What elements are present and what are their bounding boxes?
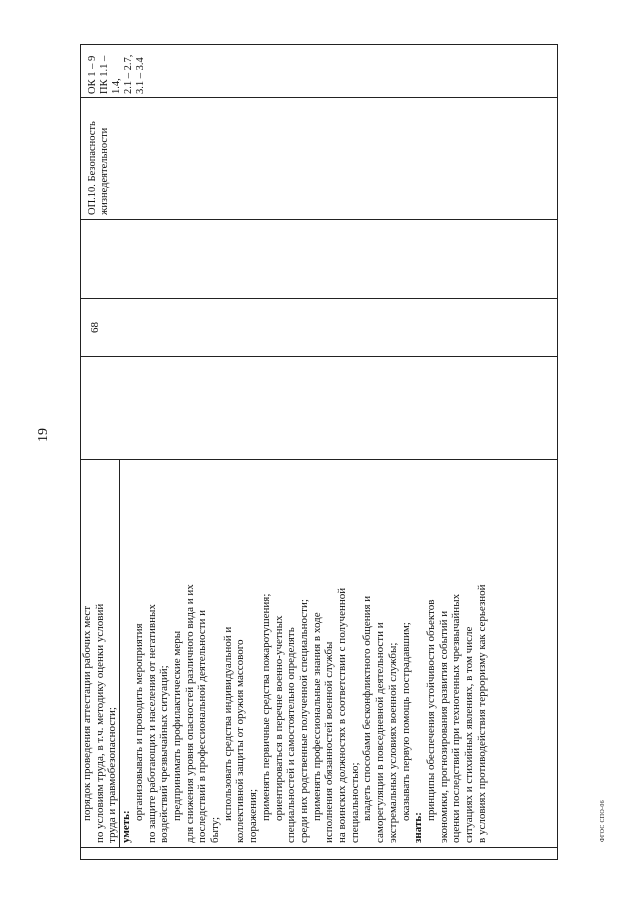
description-previous-part bbox=[81, 460, 119, 847]
max-load-cell bbox=[81, 357, 558, 460]
text-line: в условиях противодействия терроризму как серьезной bbox=[475, 584, 488, 843]
text-line: труда и травмобезопасности; bbox=[106, 707, 119, 843]
text-line: поражения; bbox=[247, 789, 260, 843]
discipline-cell bbox=[81, 98, 558, 220]
competence-line: 3.1 – 3.4 bbox=[135, 57, 146, 94]
text-line: применять профессиональные знания в ходе bbox=[310, 612, 323, 821]
text-line: применять первичные средства пожаротушения; bbox=[259, 593, 272, 821]
text-line: уметь: bbox=[120, 810, 133, 843]
text-line: специальностью; bbox=[348, 762, 361, 843]
document-code: ФГОС СПО-06 bbox=[600, 800, 606, 842]
text-line: экономики, прогнозирования развития событий и bbox=[437, 610, 450, 843]
text-line: использовать средства индивидуальной и bbox=[221, 626, 234, 821]
text-line: исполнения обязанностей военной службы bbox=[323, 641, 336, 843]
description-cell bbox=[81, 460, 558, 848]
page-number: 19 bbox=[36, 428, 51, 442]
table-row bbox=[81, 45, 558, 860]
text-line: воздействий чрезвычайных ситуаций; bbox=[158, 665, 171, 843]
competence-line: ПК 1.1 – 1.4, bbox=[99, 55, 122, 94]
text-line: ситуациях и стихийных явлениях, в том числе bbox=[463, 626, 476, 843]
text-line: быту; bbox=[209, 816, 222, 843]
text-line: оказывать первую помощь пострадавшим; bbox=[399, 622, 412, 821]
text-line: последствий в профессиональной деятельности и bbox=[196, 609, 209, 843]
competence-line: ОК 1 – 9 bbox=[87, 55, 98, 94]
text-line: среди них родственные полученной специальности; bbox=[297, 599, 310, 843]
text-line: принципы обеспечения устойчивости объектов bbox=[424, 599, 437, 821]
text-line: для снижения уровня опасностей различного вида и их bbox=[183, 584, 196, 843]
competences-cell bbox=[81, 45, 558, 98]
text-line: по условиям труда, в т.ч. методику оценки условий bbox=[93, 603, 106, 843]
index-cell bbox=[81, 848, 558, 860]
text-line: коллективной защиты от оружия массового bbox=[234, 639, 247, 843]
text-line: саморегуляции в повседневной деятельности и bbox=[374, 622, 387, 843]
text-line: знать: bbox=[412, 812, 425, 843]
discipline-line-1: ОП.10. Безопасность bbox=[87, 121, 98, 215]
text-line: оценки последствий при техногенных чрезвычайных bbox=[450, 593, 463, 843]
course-hours-cell bbox=[81, 220, 558, 299]
curriculum-table bbox=[80, 45, 558, 860]
text-line: порядок проведения аттестации рабочих мест bbox=[81, 605, 93, 821]
text-line: специальностей и самостоятельно определять bbox=[285, 627, 298, 843]
text-line: владеть способами бесконфликтного общения и bbox=[361, 595, 374, 821]
text-line: организовывать и проводить мероприятия bbox=[132, 623, 145, 821]
discipline-line-2: жизнедеятельности bbox=[99, 127, 110, 215]
hours-value: 68 bbox=[89, 322, 101, 333]
text-line: предпринимать профилактические меры bbox=[170, 630, 183, 821]
text-line: на воинских должностях в соответствии с полученной bbox=[336, 587, 349, 843]
text-line: по защите работающих и населения от негативных bbox=[145, 604, 158, 843]
description-skills-knowledge bbox=[119, 460, 488, 847]
text-line: ориентироваться в перечне военно-учетных bbox=[272, 615, 285, 821]
competence-line: 2.1 – 2.7, bbox=[123, 54, 134, 94]
hours-cell bbox=[81, 299, 558, 357]
text-line: экстремальных условиях военной службы; bbox=[386, 642, 399, 843]
